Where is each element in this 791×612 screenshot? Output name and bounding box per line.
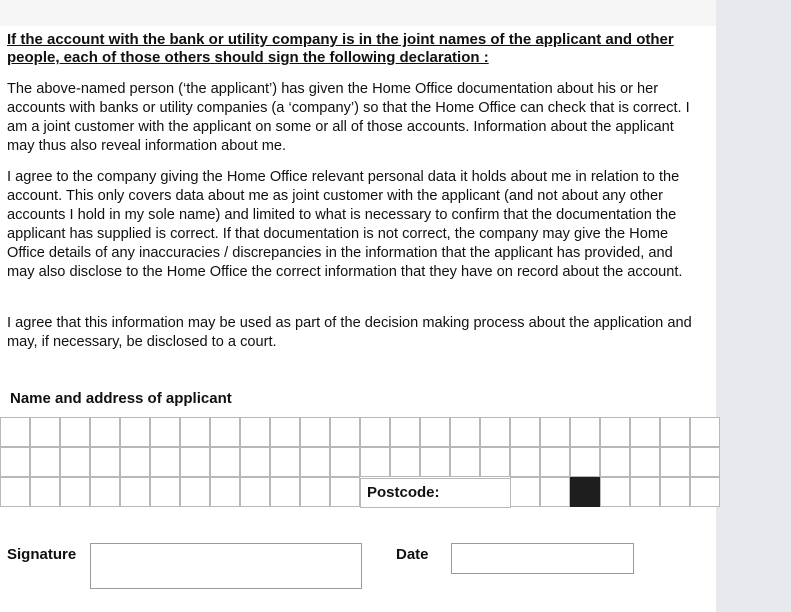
address-character-box[interactable] xyxy=(330,447,360,477)
address-character-box[interactable] xyxy=(660,447,690,477)
address-character-box[interactable] xyxy=(240,417,270,447)
address-character-box[interactable] xyxy=(510,417,540,447)
address-character-box[interactable] xyxy=(150,477,180,507)
address-character-box[interactable] xyxy=(210,417,240,447)
address-character-box[interactable] xyxy=(150,417,180,447)
address-character-box[interactable] xyxy=(570,417,600,447)
address-character-box[interactable] xyxy=(60,417,90,447)
address-character-box[interactable] xyxy=(450,447,480,477)
address-character-box[interactable] xyxy=(60,477,90,507)
address-character-box[interactable] xyxy=(270,447,300,477)
address-character-box[interactable] xyxy=(510,447,540,477)
postcode-separator-cell xyxy=(570,477,600,507)
address-character-box[interactable] xyxy=(360,417,390,447)
address-character-box[interactable] xyxy=(240,447,270,477)
address-character-box[interactable] xyxy=(60,447,90,477)
declaration-paragraph-1: The above-named person (‘the applicant’) has given the Home Office documentation about his or her accounts with banks or utility companies (a ‘company’) so that the Home Office can check that is correct. I am a joint customer with the applicant on some or all of those accounts. Information about the applicant may thus also reveal information about me. xyxy=(7,81,690,154)
address-character-box[interactable] xyxy=(180,477,210,507)
address-character-box[interactable] xyxy=(630,477,660,507)
address-character-box[interactable] xyxy=(0,477,30,507)
address-character-box[interactable] xyxy=(540,447,570,477)
signature-label: Signature xyxy=(7,546,77,563)
address-character-box[interactable] xyxy=(600,447,630,477)
address-character-box[interactable] xyxy=(150,447,180,477)
address-character-box[interactable] xyxy=(330,417,360,447)
address-character-box[interactable] xyxy=(660,417,690,447)
address-character-box[interactable] xyxy=(480,447,510,477)
address-character-box[interactable] xyxy=(240,477,270,507)
address-character-box[interactable] xyxy=(270,417,300,447)
address-character-box[interactable] xyxy=(210,477,240,507)
address-character-box[interactable] xyxy=(690,417,720,447)
address-character-box[interactable] xyxy=(30,447,60,477)
address-character-box[interactable] xyxy=(90,417,120,447)
address-character-box[interactable] xyxy=(120,417,150,447)
address-character-box[interactable] xyxy=(630,417,660,447)
top-strip xyxy=(0,0,716,26)
address-character-box[interactable] xyxy=(90,447,120,477)
address-character-box[interactable] xyxy=(300,477,330,507)
address-character-box[interactable] xyxy=(0,417,30,447)
address-character-box[interactable] xyxy=(180,417,210,447)
address-character-box[interactable] xyxy=(90,477,120,507)
address-character-box[interactable] xyxy=(420,417,450,447)
address-character-box[interactable] xyxy=(690,477,720,507)
address-character-box[interactable] xyxy=(330,477,360,507)
address-character-box[interactable] xyxy=(480,417,510,447)
address-character-box[interactable] xyxy=(600,417,630,447)
scroll-gutter[interactable] xyxy=(716,0,791,612)
address-character-box[interactable] xyxy=(360,447,390,477)
address-character-box[interactable] xyxy=(210,447,240,477)
declaration-heading: If the account with the bank or utility company is in the joint names of the applicant and other people, each of those others should sign the following declaration : xyxy=(7,31,674,66)
applicant-name-address-label: Name and address of applicant xyxy=(10,390,232,407)
address-character-box[interactable] xyxy=(30,417,60,447)
address-character-box[interactable] xyxy=(390,417,420,447)
address-character-box[interactable] xyxy=(30,477,60,507)
address-character-box[interactable] xyxy=(180,447,210,477)
address-character-box[interactable] xyxy=(690,447,720,477)
address-character-box[interactable] xyxy=(420,447,450,477)
address-character-box[interactable] xyxy=(540,417,570,447)
declaration-paragraph-3: I agree that this information may be used as part of the decision making process about the application and may, if necessary, be disclosed to a court. xyxy=(7,315,692,350)
address-character-box[interactable] xyxy=(630,447,660,477)
date-field[interactable] xyxy=(451,543,634,574)
address-character-box[interactable] xyxy=(600,477,630,507)
address-character-box[interactable] xyxy=(570,447,600,477)
signature-field[interactable] xyxy=(90,543,362,589)
address-character-box[interactable] xyxy=(270,477,300,507)
address-character-box[interactable] xyxy=(510,477,540,507)
address-character-box[interactable] xyxy=(120,447,150,477)
address-character-box[interactable] xyxy=(300,417,330,447)
address-character-box[interactable] xyxy=(390,447,420,477)
date-label: Date xyxy=(396,546,429,563)
address-character-box[interactable] xyxy=(120,477,150,507)
address-character-box[interactable] xyxy=(300,447,330,477)
declaration-paragraph-2: I agree to the company giving the Home Office relevant personal data it holds about me in relation to the account. This only covers data about me as joint customer with the applicant (and not about any other accounts I hold in my sole name) and limited to what is necessary to confirm that the documentation the applicant has supplied is correct. If that documentation is not correct, the company may give the Home Office details of any inaccuracies / discrepancies in the information that the applicant has provided, and may also disclose to the Home Office the correct information that they have on record about the account. xyxy=(7,169,683,280)
address-character-box[interactable] xyxy=(660,477,690,507)
address-character-box[interactable] xyxy=(450,417,480,447)
postcode-label: Postcode: xyxy=(367,484,440,501)
address-character-box[interactable] xyxy=(0,447,30,477)
address-character-box[interactable] xyxy=(540,477,570,507)
